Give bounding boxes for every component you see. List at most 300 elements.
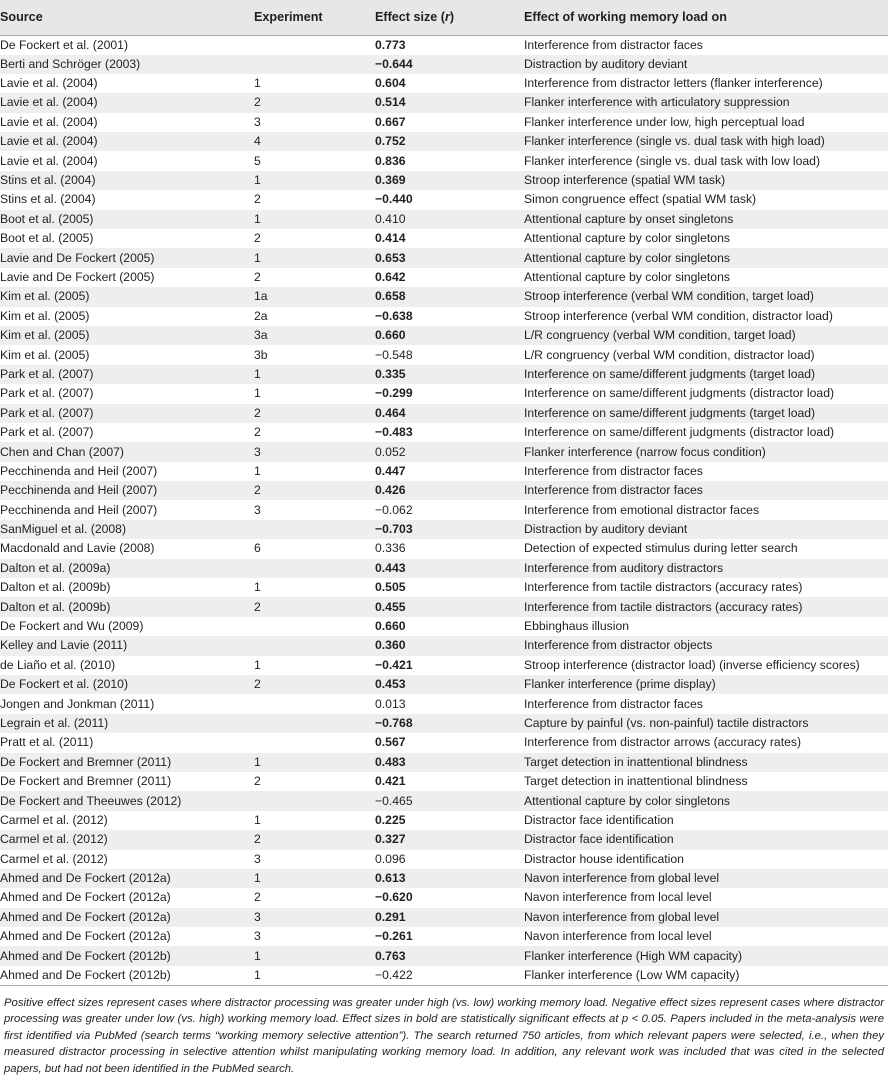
table-row xyxy=(0,733,888,752)
header-effect-var: r xyxy=(445,10,450,25)
source-cell: Pecchinenda and Heil (2007) xyxy=(0,502,158,517)
description-cell: Interference on same/different judgments (distractor load) xyxy=(524,425,835,440)
source-cell: Pratt et al. (2011) xyxy=(0,735,94,750)
header-effect-suffix: ) xyxy=(449,10,455,25)
effect-size-cell xyxy=(375,869,524,888)
experiment-cell: 1 xyxy=(254,948,261,963)
effect-size-value: −0.465 xyxy=(375,793,413,808)
experiment-cell xyxy=(254,714,375,733)
source-cell: Ahmed and De Fockert (2012a) xyxy=(0,909,171,924)
effect-size-cell xyxy=(375,791,524,810)
description-cell: Distraction by auditory deviant xyxy=(524,522,688,537)
experiment-cell: 2a xyxy=(254,308,268,323)
experiment-cell: 3 xyxy=(254,114,261,129)
source-cell: Ahmed and De Fockert (2012a) xyxy=(0,890,171,905)
experiment-cell: 3 xyxy=(254,909,261,924)
table-row xyxy=(0,210,888,229)
effect-size-cell xyxy=(375,811,524,830)
table-row xyxy=(0,229,888,248)
effect-size-cell xyxy=(375,694,524,713)
effect-size-value: 0.658 xyxy=(375,289,406,304)
description-cell: Stroop interference (verbal WM condition, distractor load) xyxy=(524,308,833,323)
description-cell: Interference from distractor faces xyxy=(524,37,703,52)
effect-size-value: 0.013 xyxy=(375,696,406,711)
experiment-cell: 1 xyxy=(254,871,261,886)
description-cell: Stroop interference (spatial WM task) xyxy=(524,173,726,188)
table-row xyxy=(0,617,888,636)
experiment-cell: 2 xyxy=(254,774,261,789)
source-cell: Lavie and De Fockert (2005) xyxy=(0,269,155,284)
effect-size-cell xyxy=(375,345,524,364)
table-row xyxy=(0,908,888,927)
effect-size-cell xyxy=(375,850,524,869)
experiment-cell: 2 xyxy=(254,231,261,246)
experiment-cell: 2 xyxy=(254,269,261,284)
header-effect-prefix: Effect size ( xyxy=(375,10,445,25)
table-row xyxy=(0,442,888,461)
table-row xyxy=(0,326,888,345)
experiment-cell: 1 xyxy=(254,812,261,827)
source-cell: Pecchinenda and Heil (2007) xyxy=(0,483,158,498)
source-cell: Ahmed and De Fockert (2012a) xyxy=(0,929,171,944)
effect-size-cell xyxy=(375,248,524,267)
description-cell: Capture by painful (vs. non-painful) tactile distractors xyxy=(524,715,809,730)
effect-size-value: 0.096 xyxy=(375,851,406,866)
description-cell: Interference from distractor letters (flanker interference) xyxy=(524,76,823,91)
effect-size-value: −0.261 xyxy=(375,929,413,944)
effect-size-value: 0.336 xyxy=(375,541,406,556)
effect-size-cell xyxy=(375,404,524,423)
effect-size-value: 0.052 xyxy=(375,444,406,459)
table-row xyxy=(0,171,888,190)
experiment-cell: 1a xyxy=(254,289,268,304)
source-cell: Pecchinenda and Heil (2007) xyxy=(0,463,158,478)
effect-size-cell xyxy=(375,675,524,694)
table-row xyxy=(0,74,888,93)
description-cell: L/R congruency (verbal WM condition, target load) xyxy=(524,328,796,343)
effect-size-cell xyxy=(375,888,524,907)
description-cell: Interference from emotional distractor faces xyxy=(524,502,760,517)
effect-size-cell xyxy=(375,151,524,170)
effect-size-value: 0.773 xyxy=(375,37,406,52)
source-cell: Lavie et al. (2004) xyxy=(0,114,98,129)
experiment-cell: 2 xyxy=(254,677,261,692)
experiment-cell: 1 xyxy=(254,211,261,226)
source-cell: Chen and Chan (2007) xyxy=(0,444,124,459)
description-cell: Stroop interference (verbal WM condition, target load) xyxy=(524,289,814,304)
effect-size-value: −0.644 xyxy=(375,56,413,71)
effect-size-value: 0.763 xyxy=(375,948,406,963)
description-cell: Flanker interference (Low WM capacity) xyxy=(524,966,888,986)
description-cell: Flanker interference (single vs. dual task with high load) xyxy=(524,134,825,149)
experiment-cell: 3 xyxy=(254,929,261,944)
description-cell: Distractor face identification xyxy=(524,812,674,827)
table-row xyxy=(0,365,888,384)
header-effect-size xyxy=(375,0,524,35)
description-cell: Ebbinghaus illusion xyxy=(524,619,630,634)
source-cell: Carmel et al. (2012) xyxy=(0,832,108,847)
effect-size-cell xyxy=(375,656,524,675)
effect-size-value: 0.567 xyxy=(375,735,406,750)
effect-size-value: 0.447 xyxy=(375,463,406,478)
table-row xyxy=(0,404,888,423)
effect-size-cell xyxy=(375,229,524,248)
description-cell: Flanker interference (single vs. dual task with low load) xyxy=(524,153,821,168)
effect-size-cell xyxy=(375,462,524,481)
experiment-cell: 1 xyxy=(254,463,261,478)
table-row xyxy=(0,927,888,946)
table-row xyxy=(0,888,888,907)
description-cell: Attentional capture by onset singletons xyxy=(524,211,734,226)
table-row xyxy=(0,559,888,578)
effect-size-value: 0.505 xyxy=(375,580,406,595)
source-cell: Berti and Schröger (2003) xyxy=(0,56,141,71)
source-cell: Stins et al. (2004) xyxy=(0,192,96,207)
table-row xyxy=(0,268,888,287)
effect-size-value: −0.768 xyxy=(375,715,413,730)
description-cell: Interference on same/different judgments (target load) xyxy=(524,366,816,381)
source-cell: Macdonald and Lavie (2008) xyxy=(0,541,155,556)
description-cell: Target detection in inattentional blindness xyxy=(524,774,748,789)
description-cell: Attentional capture by color singletons xyxy=(524,250,730,265)
experiment-cell xyxy=(254,35,375,55)
effect-size-value: 0.291 xyxy=(375,909,406,924)
effect-size-cell xyxy=(375,500,524,519)
effect-size-cell xyxy=(375,442,524,461)
source-cell: Stins et al. (2004) xyxy=(0,173,96,188)
description-cell: Target detection in inattentional blindness xyxy=(524,754,748,769)
effect-size-cell xyxy=(375,384,524,403)
effect-size-value: 0.752 xyxy=(375,134,406,149)
experiment-cell: 1 xyxy=(254,386,261,401)
experiment-cell: 3b xyxy=(254,347,268,362)
effect-size-value: −0.548 xyxy=(375,347,413,362)
description-cell: Interference from distractor arrows (accuracy rates) xyxy=(524,735,802,750)
source-cell: Lavie et al. (2004) xyxy=(0,76,98,91)
effect-size-value: 0.642 xyxy=(375,269,406,284)
source-cell: Park et al. (2007) xyxy=(0,366,94,381)
source-cell: Ahmed and De Fockert (2012b) xyxy=(0,966,254,986)
effect-size-cell xyxy=(375,559,524,578)
effect-size-cell xyxy=(375,74,524,93)
description-cell: Interference from tactile distractors (accuracy rates) xyxy=(524,580,803,595)
experiment-cell: 2 xyxy=(254,890,261,905)
effect-size-cell xyxy=(375,946,524,965)
description-cell: Interference from auditory distractors xyxy=(524,560,724,575)
table-footnote: Positive effect sizes represent cases where distractor processing was greater under high (vs. low) working memory load. Negative effect sizes represent cases where distractor processing was greater under low (vs. high) working memory load. Effect sizes in bold are statistically significant effects at p < 0.05. Papers included in the meta-analysis were first identified via PubMed (search terms “working memory selective attention”). The search returned 750 articles, from which relevant papers were selected, i.e., when they measured distractor processing in selective attention whilst manipulating working memory load. In addition, any relevant work was included that was cited in the selected papers, but had not been identified in the PubMed search. xyxy=(4,997,884,1075)
source-cell: Kim et al. (2005) xyxy=(0,308,90,323)
description-cell: Stroop interference (distractor load) (inverse efficiency scores) xyxy=(524,657,860,672)
source-cell: de Liaño et al. (2010) xyxy=(0,657,116,672)
description-cell: Distractor face identification xyxy=(524,832,674,847)
effect-size-value: −0.638 xyxy=(375,308,413,323)
effect-size-cell xyxy=(375,132,524,151)
effect-size-value: 0.421 xyxy=(375,774,406,789)
source-cell: De Fockert and Theeuwes (2012) xyxy=(0,793,182,808)
table-row xyxy=(0,636,888,655)
description-cell: Navon interference from local level xyxy=(524,929,712,944)
effect-size-value: −0.483 xyxy=(375,425,413,440)
effect-size-value: 0.426 xyxy=(375,483,406,498)
experiment-cell xyxy=(254,617,375,636)
table-row xyxy=(0,345,888,364)
effect-size-cell xyxy=(375,617,524,636)
effect-size-cell xyxy=(375,597,524,616)
experiment-cell: 1 xyxy=(254,754,261,769)
table-row xyxy=(0,462,888,481)
table-row xyxy=(0,675,888,694)
table-row xyxy=(0,694,888,713)
experiment-cell: 1 xyxy=(254,76,261,91)
source-cell: Carmel et al. (2012) xyxy=(0,851,108,866)
table-row xyxy=(0,520,888,539)
experiment-cell: 1 xyxy=(254,366,261,381)
description-cell: Distraction by auditory deviant xyxy=(524,56,688,71)
effect-size-cell xyxy=(375,753,524,772)
effect-size-value: 0.360 xyxy=(375,638,406,653)
source-cell: SanMiguel et al. (2008) xyxy=(0,522,127,537)
effect-size-cell xyxy=(375,733,524,752)
table-row xyxy=(0,539,888,558)
header-source: Source xyxy=(0,0,254,35)
experiment-cell: 3 xyxy=(254,851,261,866)
table-row xyxy=(0,597,888,616)
effect-size-value: −0.440 xyxy=(375,192,413,207)
effect-size-value: 0.667 xyxy=(375,114,406,129)
experiment-cell: 3 xyxy=(254,444,261,459)
effect-size-cell xyxy=(375,578,524,597)
description-cell: Navon interference from global level xyxy=(524,871,720,886)
experiment-cell: 2 xyxy=(254,425,261,440)
effect-size-value: −0.620 xyxy=(375,890,413,905)
effect-size-cell xyxy=(375,268,524,287)
table-row xyxy=(0,753,888,772)
source-cell: Park et al. (2007) xyxy=(0,425,94,440)
effect-size-cell xyxy=(375,481,524,500)
table-row xyxy=(0,93,888,112)
effect-size-cell xyxy=(375,927,524,946)
source-cell: Lavie and De Fockert (2005) xyxy=(0,250,155,265)
effect-size-cell xyxy=(375,966,524,986)
experiment-cell: 1 xyxy=(254,966,375,986)
description-cell: Interference from distractor faces xyxy=(524,696,703,711)
description-cell: Flanker interference (prime display) xyxy=(524,677,716,692)
effect-size-cell xyxy=(375,326,524,345)
effect-size-cell xyxy=(375,636,524,655)
description-cell: L/R congruency (verbal WM condition, distractor load) xyxy=(524,347,815,362)
effect-size-value: 0.327 xyxy=(375,832,406,847)
effect-size-cell xyxy=(375,287,524,306)
effect-size-value: −0.422 xyxy=(375,967,413,982)
experiment-cell: 1 xyxy=(254,173,261,188)
table-body xyxy=(0,35,888,985)
effect-size-cell xyxy=(375,113,524,132)
effect-size-value: −0.062 xyxy=(375,502,413,517)
source-cell: Ahmed and De Fockert (2012a) xyxy=(0,871,171,886)
effect-size-cell xyxy=(375,423,524,442)
effect-size-value: 0.483 xyxy=(375,754,406,769)
effect-size-cell xyxy=(375,714,524,733)
effect-size-value: 0.660 xyxy=(375,619,406,634)
effect-size-value: 0.410 xyxy=(375,211,406,226)
effect-size-value: −0.703 xyxy=(375,522,413,537)
source-cell: De Fockert et al. (2010) xyxy=(0,677,129,692)
description-cell: Flanker interference with articulatory suppression xyxy=(524,95,790,110)
source-cell: De Fockert and Wu (2009) xyxy=(0,619,144,634)
experiment-cell: 2 xyxy=(254,95,261,110)
table-row xyxy=(0,772,888,791)
table-row xyxy=(0,500,888,519)
table-row xyxy=(0,578,888,597)
effect-size-cell xyxy=(375,210,524,229)
table-row xyxy=(0,791,888,810)
table-row xyxy=(0,869,888,888)
experiment-cell: 2 xyxy=(254,192,261,207)
description-cell: Simon congruence effect (spatial WM task) xyxy=(524,192,757,207)
experiment-cell xyxy=(254,520,375,539)
description-cell: Flanker interference (narrow focus condition) xyxy=(524,444,766,459)
table-row xyxy=(0,946,888,965)
source-cell: Jongen and Jonkman (2011) xyxy=(0,696,155,711)
description-cell: Detection of expected stimulus during letter search xyxy=(524,541,798,556)
effect-size-cell xyxy=(375,55,524,74)
experiment-cell: 1 xyxy=(254,250,261,265)
description-cell: Interference on same/different judgments (distractor load) xyxy=(524,386,835,401)
description-cell: Flanker interference (High WM capacity) xyxy=(524,948,743,963)
effect-size-value: −0.299 xyxy=(375,386,413,401)
table-row xyxy=(0,248,888,267)
source-cell: Boot et al. (2005) xyxy=(0,211,94,226)
source-cell: Kim et al. (2005) xyxy=(0,328,90,343)
table-row xyxy=(0,714,888,733)
source-cell: Lavie et al. (2004) xyxy=(0,153,98,168)
table-row xyxy=(0,423,888,442)
effect-size-value: 0.464 xyxy=(375,405,406,420)
effect-size-value: 0.660 xyxy=(375,328,406,343)
effect-size-cell xyxy=(375,908,524,927)
effect-size-cell xyxy=(375,365,524,384)
source-cell: Lavie et al. (2004) xyxy=(0,95,98,110)
effect-size-value: 0.836 xyxy=(375,153,406,168)
effect-size-value: 0.514 xyxy=(375,95,406,110)
description-cell: Attentional capture by color singletons xyxy=(524,231,730,246)
table-row xyxy=(0,151,888,170)
description-cell: Distractor house identification xyxy=(524,851,684,866)
effect-size-value: −0.421 xyxy=(375,657,413,672)
source-cell: Legrain et al. (2011) xyxy=(0,715,109,730)
effect-size-value: 0.369 xyxy=(375,173,406,188)
source-cell: De Fockert and Bremner (2011) xyxy=(0,754,172,769)
table-row xyxy=(0,384,888,403)
source-cell: Kim et al. (2005) xyxy=(0,347,90,362)
source-cell: Boot et al. (2005) xyxy=(0,231,94,246)
description-cell: Interference from distractor faces xyxy=(524,463,703,478)
effect-size-cell xyxy=(375,190,524,209)
table-row xyxy=(0,830,888,849)
source-cell: Carmel et al. (2012) xyxy=(0,812,108,827)
effect-size-cell xyxy=(375,307,524,326)
table-row xyxy=(0,35,888,55)
effect-size-cell xyxy=(375,93,524,112)
table-header xyxy=(0,0,888,35)
source-cell: Kim et al. (2005) xyxy=(0,289,90,304)
description-cell: Navon interference from global level xyxy=(524,909,720,924)
effect-size-value: 0.225 xyxy=(375,812,406,827)
header-description: Effect of working memory load on xyxy=(524,0,888,35)
table-row xyxy=(0,113,888,132)
experiment-cell: 6 xyxy=(254,541,261,556)
experiment-cell: 3 xyxy=(254,502,261,517)
source-cell: De Fockert and Bremner (2011) xyxy=(0,774,172,789)
effect-size-value: 0.414 xyxy=(375,231,406,246)
table-row xyxy=(0,966,888,986)
source-cell: Dalton et al. (2009b) xyxy=(0,599,111,614)
experiment-cell xyxy=(254,791,375,810)
effect-size-value: 0.455 xyxy=(375,599,406,614)
experiment-cell xyxy=(254,694,375,713)
experiment-cell: 2 xyxy=(254,405,261,420)
effect-size-cell xyxy=(375,539,524,558)
experiment-cell: 2 xyxy=(254,599,261,614)
effect-size-cell xyxy=(375,35,524,55)
source-cell: Dalton et al. (2009a) xyxy=(0,560,111,575)
experiment-cell: 5 xyxy=(254,153,261,168)
table-row xyxy=(0,307,888,326)
effect-size-value: 0.453 xyxy=(375,677,406,692)
header-experiment: Experiment xyxy=(254,0,375,35)
source-cell: Ahmed and De Fockert (2012b) xyxy=(0,948,171,963)
experiment-cell: 4 xyxy=(254,134,261,149)
effect-size-value: 0.613 xyxy=(375,871,406,886)
effect-size-value: 0.604 xyxy=(375,76,406,91)
description-cell: Interference from tactile distractors (accuracy rates) xyxy=(524,599,803,614)
experiment-cell xyxy=(254,559,375,578)
effect-size-cell xyxy=(375,772,524,791)
experiment-cell: 1 xyxy=(254,657,261,672)
experiment-cell: 3a xyxy=(254,328,268,343)
source-cell: Park et al. (2007) xyxy=(0,386,94,401)
experiment-cell xyxy=(254,55,375,74)
description-cell: Interference from distractor faces xyxy=(524,483,703,498)
experiment-cell: 2 xyxy=(254,483,261,498)
description-cell: Attentional capture by color singletons xyxy=(524,793,730,808)
table-row xyxy=(0,132,888,151)
table-row xyxy=(0,55,888,74)
experiment-cell xyxy=(254,733,375,752)
source-cell: Park et al. (2007) xyxy=(0,405,94,420)
experiment-cell xyxy=(254,636,375,655)
experiment-cell: 1 xyxy=(254,580,261,595)
effect-size-value: 0.335 xyxy=(375,366,406,381)
source-cell: Dalton et al. (2009b) xyxy=(0,580,111,595)
table-row xyxy=(0,656,888,675)
experiment-cell: 2 xyxy=(254,832,261,847)
source-cell: De Fockert et al. (2001) xyxy=(0,37,129,52)
effect-size-value: 0.443 xyxy=(375,560,406,575)
description-cell: Interference from distractor objects xyxy=(524,638,713,653)
effect-size-value: 0.653 xyxy=(375,250,406,265)
source-cell: Lavie et al. (2004) xyxy=(0,134,98,149)
source-cell: Kelley and Lavie (2011) xyxy=(0,638,128,653)
effect-size-cell xyxy=(375,171,524,190)
header-row xyxy=(0,0,888,35)
table-row xyxy=(0,811,888,830)
table-row xyxy=(0,481,888,500)
table-row xyxy=(0,287,888,306)
table-row xyxy=(0,190,888,209)
description-cell: Attentional capture by color singletons xyxy=(524,269,730,284)
description-cell: Navon interference from local level xyxy=(524,890,712,905)
